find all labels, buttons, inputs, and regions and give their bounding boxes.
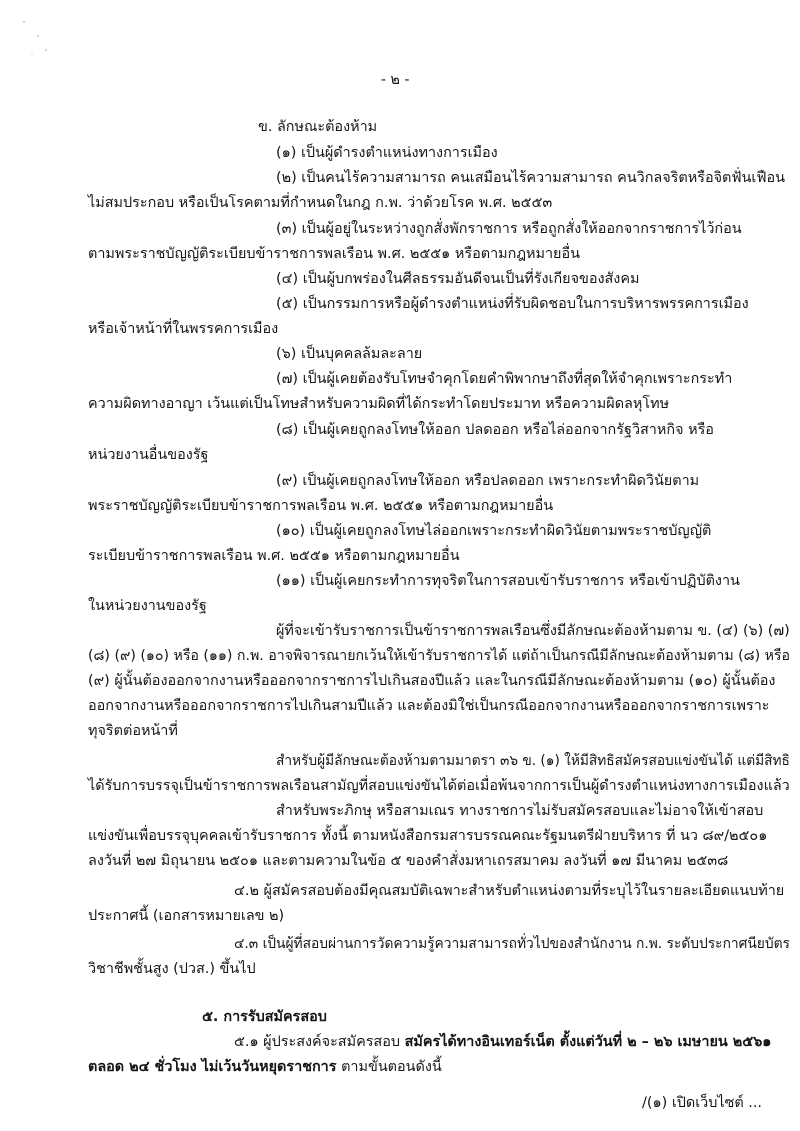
list-item: (๘) เป็นผู้เคยถูกลงโทษให้ออก ปลดออก หรือไล่ออกจากรัฐวิสาหกิจ หรือ	[276, 422, 714, 438]
paragraph-line: ออกจากงานหรือออกจากราชการไปเกินสามปีแล้ว และต้องมิใช่เป็นกรณีออกจากงานหรือออกจากราชการเพราะ	[88, 698, 770, 714]
paragraph-line	[88, 1057, 442, 1077]
paragraph-line	[234, 1032, 771, 1052]
paragraph-line: (๙) ผู้นั้นต้องออกจากงานหรือออกจากราชการไปเกินสองปีแล้ว และในกรณีมีลักษณะต้องห้ามตาม (๑๐) ผู้นั้นต้อง	[88, 673, 776, 689]
list-item-continued: ระเบียบข้าราชการพลเรือน พ.ศ. ๒๕๕๑ หรือตามกฎหมายอื่น	[88, 548, 460, 564]
list-item: (๒) เป็นคนไร้ความสามารถ คนเสมือนไร้ความสามารถ คนวิกลจริตหรือจิตฟั่นเฟือน	[276, 170, 785, 186]
paragraph-line: ผู้ที่จะเข้ารับราชการเป็นข้าราชการพลเรือนซึ่งมีลักษณะต้องห้ามตาม ข. (๔) (๖) (๗)	[276, 623, 790, 639]
continuation-marker: /(๑) เปิดเว็บไซต์ ...	[642, 1095, 762, 1111]
text-normal: ๕.๑ ผู้ประสงค์จะสมัครสอบ	[234, 1034, 405, 1050]
list-item: (๕) เป็นกรรมการหรือผู้ดำรงตำแหน่งที่รับผิดชอบในการบริหารพรรคการเมือง	[276, 296, 749, 312]
paragraph-line: วิชาชีพชั้นสูง (ปวส.) ขึ้นไป	[88, 961, 256, 977]
list-item: (๖) เป็นบุคคลล้มละลาย	[276, 346, 423, 362]
paragraph-line: ได้รับการบรรจุเป็นข้าราชการพลเรือนสามัญที่สอบแข่งขันได้ต่อเมื่อพ้นจากการเป็นผู้ดำรงตำแหน่งทางการเมืองแล้ว	[88, 778, 790, 794]
list-item-continued: พระราชบัญญัติระเบียบข้าราชการพลเรือน พ.ศ. ๒๕๕๑ หรือตามกฎหมายอื่น	[88, 498, 554, 514]
list-item-continued: ไม่สมประกอบ หรือเป็นโรคตามที่กำหนดในกฎ ก.พ. ว่าด้วยโรค พ.ศ. ๒๕๕๓	[88, 195, 553, 211]
paragraph-line: ๔.๓ เป็นผู้ที่สอบผ่านการวัดความรู้ความสามารถทั่วไปของสำนักงาน ก.พ. ระดับประกาศนียบัตร	[234, 936, 790, 952]
paragraph-line: ลงวันที่ ๒๗ มิถุนายน ๒๕๐๑ และตามความในข้อ ๕ ของคำสั่งมหาเถรสมาคม ลงวันที่ ๑๗ มีนาคม ๒๕๓๘	[88, 853, 729, 869]
paragraph-line: (๘) (๙) (๑๐) หรือ (๑๑) ก.พ. อาจพิจารณายกเว้นให้เข้ารับราชการได้ แต่ถ้าเป็นกรณีมีลักษณะต้องห้ามตาม (๘) หรือ	[88, 648, 791, 664]
list-item: (๑) เป็นผู้ดำรงตำแหน่งทางการเมือง	[276, 145, 498, 161]
list-item-continued: ในหน่วยงานของรัฐ	[88, 598, 207, 614]
section-heading: ข. ลักษณะต้องห้าม	[258, 119, 378, 135]
page-number: - ๒ -	[380, 72, 410, 88]
text-bold: สมัครได้ทางอินเทอร์เน็ต ตั้งแต่วันที่ ๒ – ๒๖ เมษายน ๒๕๖๑	[404, 1034, 772, 1050]
list-item-continued: ตามพระราชบัญญัติระเบียบข้าราชการพลเรือน พ.ศ. ๒๕๕๑ หรือตามกฎหมายอื่น	[88, 246, 580, 262]
list-item-continued: หน่วยงานอื่นของรัฐ	[88, 447, 209, 463]
paragraph-line: สำหรับผู้มีลักษณะต้องห้ามตามมาตรา ๓๖ ข. (๑) ให้มีสิทธิสมัครสอบแข่งขันได้ แต่มีสิทธิ	[276, 753, 790, 769]
list-item: (๑๑) เป็นผู้เคยกระทำการทุจริตในการสอบเข้ารับราชการ หรือเข้าปฏิบัติงาน	[276, 573, 740, 589]
list-item: (๔) เป็นผู้บกพร่องในศีลธรรมอันดีจนเป็นที่รังเกียจของสังคม	[276, 271, 640, 287]
list-item: (๗) เป็นผู้เคยต้องรับโทษจำคุกโดยคำพิพากษาถึงที่สุดให้จำคุกเพราะกระทำ	[276, 371, 733, 387]
paragraph-line: แข่งขันเพื่อบรรจุบุคคลเข้ารับราชการ ทั้งนี้ ตามหนังสือกรมสารบรรณคณะรัฐมนตรีฝ่ายบริหาร ที่ นว ๘๙/๒๕๐๑	[88, 828, 768, 844]
list-item: (๑๐) เป็นผู้เคยถูกลงโทษไล่ออกเพราะกระทำผิดวินัยตามพระราชบัญญัติ	[276, 523, 712, 539]
text-normal: ตามขั้นตอนดังนี้	[336, 1059, 442, 1075]
text-bold: ตลอด ๒๔ ชั่วโมง ไม่เว้นวันหยุดราชการ	[88, 1059, 337, 1075]
list-item-continued: ความผิดทางอาญา เว้นแต่เป็นโทษสำหรับความผิดที่ได้กระทำโดยประมาท หรือความผิดลหุโทษ	[88, 396, 670, 412]
scan-specks	[18, 14, 58, 74]
paragraph-line: ประกาศนี้ (เอกสารหมายเลข ๒)	[88, 908, 285, 924]
list-item: (๙) เป็นผู้เคยถูกลงโทษให้ออก หรือปลดออก เพราะกระทำผิดวินัยตาม	[276, 473, 700, 489]
paragraph-line: ๔.๒ ผู้สมัครสอบต้องมีคุณสมบัติเฉพาะสำหรับตำแหน่งตามที่ระบุไว้ในรายละเอียดแนบท้าย	[234, 883, 785, 899]
paragraph-line: ทุจริตต่อหน้าที่	[88, 723, 178, 739]
list-item: (๓) เป็นผู้อยู่ในระหว่างถูกสั่งพักราชการ หรือถูกสั่งให้ออกจากราชการไว้ก่อน	[276, 221, 742, 237]
paragraph-line: สำหรับพระภิกษุ หรือสามเณร ทางราชการไม่รับสมัครสอบและไม่อาจให้เข้าสอบ	[276, 803, 764, 819]
section-heading: ๕. การรับสมัครสอบ	[202, 1009, 327, 1025]
list-item-continued: หรือเจ้าหน้าที่ในพรรคการเมือง	[88, 321, 279, 337]
